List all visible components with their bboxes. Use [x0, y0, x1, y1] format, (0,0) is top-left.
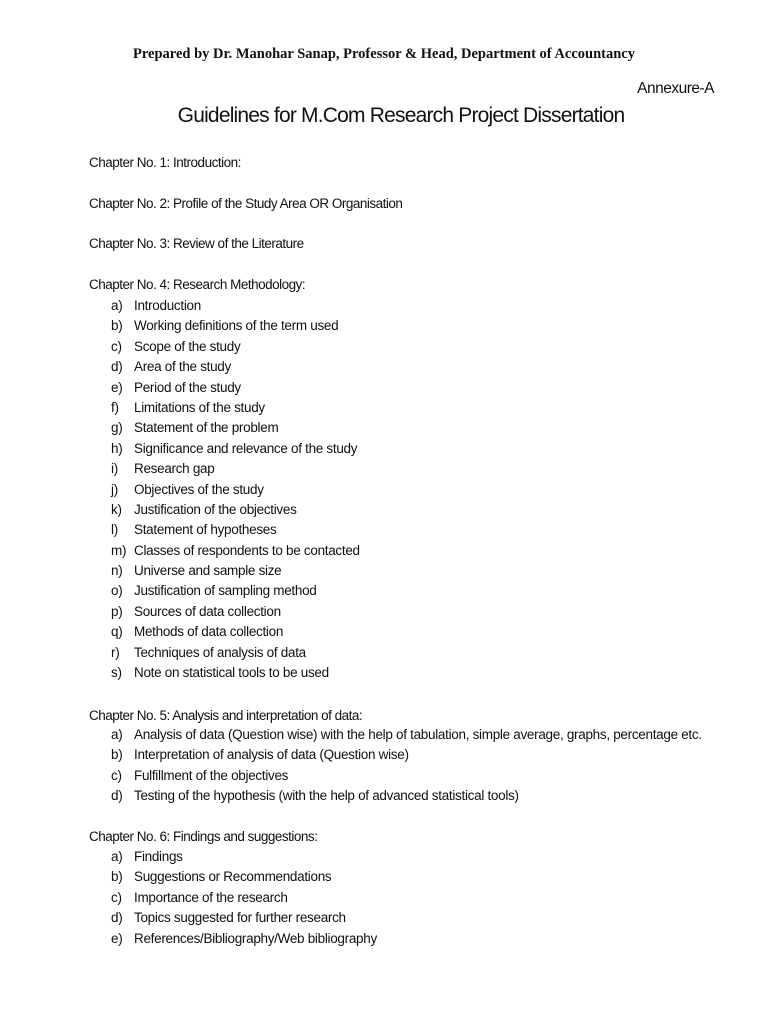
list-item — [111, 847, 377, 867]
list-item-text: Justification of the objectives — [134, 501, 297, 517]
list-item-text: Note on statistical tools to be used — [134, 665, 329, 681]
list-item-marker: q) — [111, 624, 123, 640]
chapter-5-item-list — [111, 725, 702, 807]
chapter-1-heading: Chapter No. 1: Introduction: — [89, 155, 241, 170]
document-title: Guidelines for M.Com Research Project Dissertation — [177, 104, 625, 127]
list-item-marker: p) — [111, 603, 123, 619]
chapter-6-item-list — [111, 847, 377, 949]
list-item-marker: m) — [111, 542, 127, 558]
annexure-label: Annexure-A — [637, 80, 714, 97]
list-item-marker: i) — [111, 461, 118, 477]
list-item-text: Importance of the research — [134, 889, 288, 905]
list-item-text: Fulfillment of the objectives — [134, 767, 289, 783]
list-item-text: Area of the study — [134, 359, 231, 375]
list-item — [111, 480, 360, 500]
list-item — [111, 541, 360, 561]
list-item — [111, 500, 360, 520]
list-item-text: Introduction — [134, 298, 201, 313]
list-item-marker: e) — [111, 930, 123, 946]
list-item — [111, 337, 360, 357]
list-item-marker: d) — [111, 359, 123, 375]
list-item-marker: h) — [111, 440, 123, 456]
list-item-marker: d) — [111, 910, 123, 926]
list-item-text: Scope of the study — [134, 338, 241, 354]
chapter-4-heading: Chapter No. 4: Research Methodology: — [89, 277, 306, 292]
chapter-6-heading: Chapter No. 6: Findings and suggestions: — [89, 829, 318, 844]
list-item — [111, 766, 702, 786]
list-item — [111, 643, 360, 663]
list-item-text: Sources of data collection — [134, 603, 281, 619]
list-item-text: Topics suggested for further research — [134, 910, 346, 926]
list-item — [111, 581, 360, 601]
list-item — [111, 378, 360, 398]
list-item-marker: b) — [111, 869, 123, 885]
list-item — [111, 929, 377, 949]
list-item-text: Techniques of analysis of data — [134, 644, 306, 660]
list-item-marker: k) — [111, 501, 122, 517]
list-item — [111, 520, 360, 540]
list-item-marker: a) — [111, 298, 123, 313]
list-item-text: Objectives of the study — [134, 481, 264, 497]
list-item-marker: b) — [111, 747, 123, 763]
list-item — [111, 561, 360, 581]
list-item-text: References/Bibliography/Web bibliography — [134, 930, 377, 946]
chapter-2-heading: Chapter No. 2: Profile of the Study Area OR Organisation — [89, 196, 403, 211]
list-item-marker: a) — [111, 727, 123, 742]
list-item-text: Statement of hypotheses — [134, 522, 277, 538]
list-item-marker: e) — [111, 379, 123, 395]
list-item-marker: l) — [111, 522, 118, 538]
chapter-3-heading: Chapter No. 3: Review of the Literature — [89, 236, 304, 251]
list-item-text: Suggestions or Recommendations — [134, 869, 332, 885]
list-item — [111, 296, 360, 316]
list-item-marker: f) — [111, 399, 119, 415]
list-item — [111, 745, 702, 765]
list-item — [111, 867, 377, 887]
list-item-marker: r) — [111, 644, 120, 660]
list-item-text: Limitations of the study — [134, 399, 265, 415]
list-item-text: Period of the study — [134, 379, 241, 395]
list-item-marker: g) — [111, 420, 123, 436]
list-item-marker: d) — [111, 788, 123, 804]
list-item-marker: b) — [111, 318, 123, 334]
list-item — [111, 888, 377, 908]
list-item — [111, 602, 360, 622]
list-item-marker: s) — [111, 665, 122, 681]
list-item — [111, 398, 360, 418]
chapter-5-heading: Chapter No. 5: Analysis and interpretation of data: — [89, 708, 363, 723]
list-item — [111, 786, 702, 806]
list-item-marker: c) — [111, 338, 122, 354]
list-item-text: Justification of sampling method — [134, 583, 317, 599]
list-item-text: Classes of respondents to be contacted — [134, 542, 360, 558]
list-item — [111, 316, 360, 336]
list-item-text: Research gap — [134, 461, 215, 477]
list-item-text: Universe and sample size — [134, 563, 282, 579]
list-item-text: Testing of the hypothesis (with the help of advanced statistical tools) — [134, 788, 519, 804]
list-item-marker: n) — [111, 563, 123, 579]
list-item — [111, 725, 702, 745]
list-item-marker: o) — [111, 583, 123, 599]
list-item-marker: a) — [111, 849, 123, 864]
list-item — [111, 908, 377, 928]
list-item — [111, 459, 360, 479]
list-item — [111, 663, 360, 683]
list-item-text: Methods of data collection — [134, 624, 284, 640]
list-item-text: Working definitions of the term used — [134, 318, 339, 334]
list-item-marker: c) — [111, 889, 122, 905]
list-item-text: Statement of the problem — [134, 420, 279, 436]
prepared-by-line: Prepared by Dr. Manohar Sanap, Professor & Head, Department of Accountancy — [133, 46, 635, 62]
list-item-text: Interpretation of analysis of data (Question wise) — [134, 747, 409, 763]
list-item — [111, 418, 360, 438]
list-item-text: Significance and relevance of the study — [134, 440, 358, 456]
list-item-marker: c) — [111, 767, 122, 783]
list-item — [111, 357, 360, 377]
list-item — [111, 622, 360, 642]
list-item-marker: j) — [111, 481, 118, 497]
list-item-text: Analysis of data (Question wise) with the help of tabulation, simple average, graphs, percentage etc. — [134, 727, 702, 742]
list-item-text: Findings — [134, 849, 183, 864]
chapter-4-item-list — [111, 296, 360, 683]
list-item — [111, 439, 360, 459]
